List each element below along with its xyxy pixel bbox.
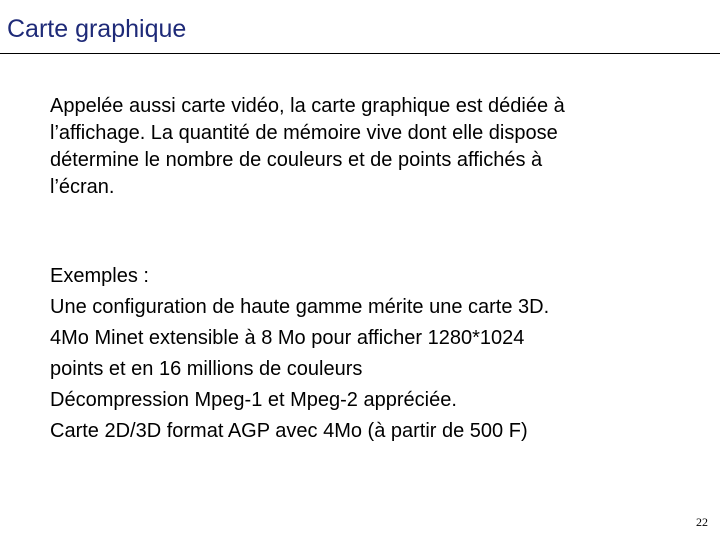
description-line: Appelée aussi carte vidéo, la carte graphique est dédiée à [50,95,565,117]
examples-heading: Exemples : [50,265,149,287]
example-line: Carte 2D/3D format AGP avec 4Mo (à partir de 500 F) [50,420,528,442]
example-line: points et en 16 millions de couleurs [50,358,363,380]
page-number: 22 [696,515,708,529]
title-divider [0,53,720,54]
description-line: l’écran. [50,176,115,198]
description-line: détermine le nombre de couleurs et de points affichés à [50,149,543,171]
description-paragraph [50,93,690,201]
slide-title: Carte graphique [7,15,187,43]
description-line: l’affichage. La quantité de mémoire vive dont elle dispose [50,122,558,144]
example-line: Une configuration de haute gamme mérite une carte 3D. [50,296,550,318]
example-line: Décompression Mpeg-1 et Mpeg-2 appréciée. [50,389,457,411]
examples-block [50,261,690,447]
example-line: 4Mo Minet extensible à 8 Mo pour afficher 1280*1024 [50,327,525,349]
